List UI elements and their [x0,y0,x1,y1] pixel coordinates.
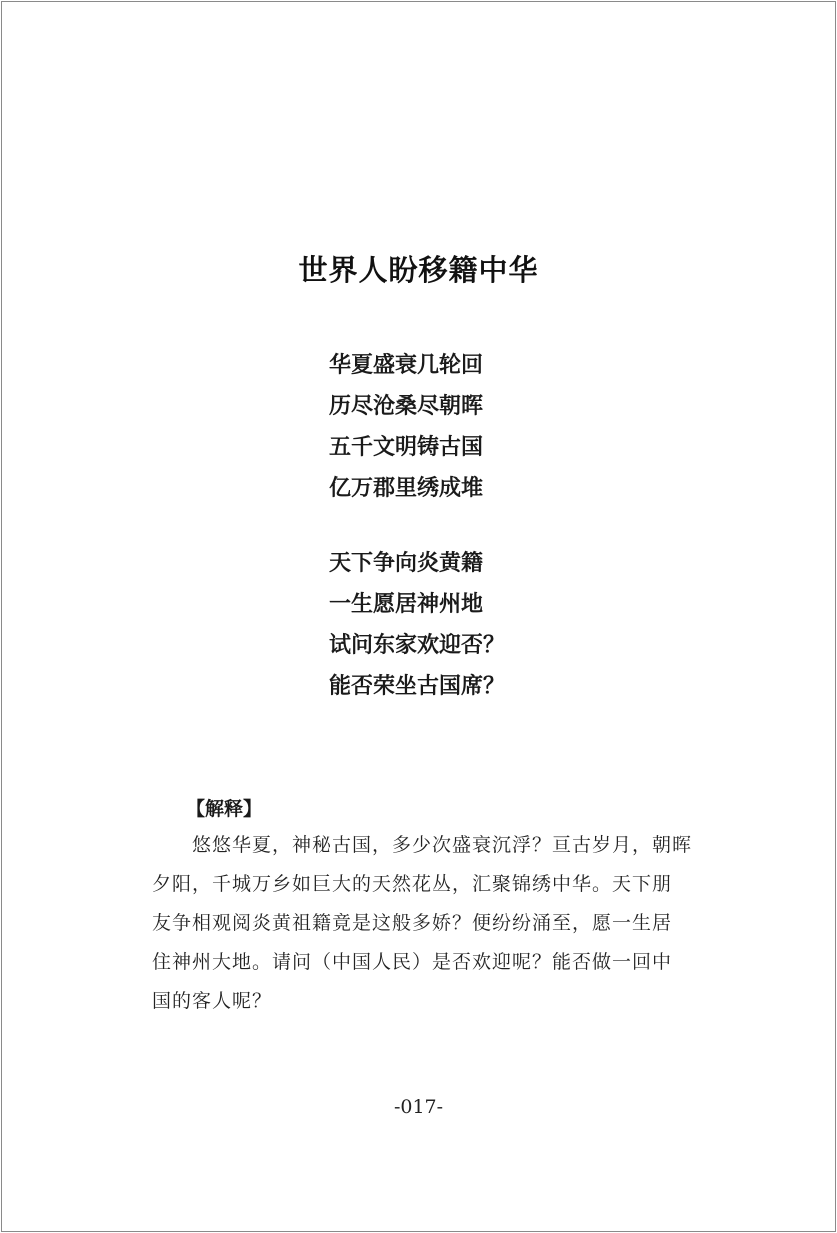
explanation-paragraph [152,830,692,1025]
poem-line: 五千文明铸古国 [329,435,484,460]
poem-stanza-2 [329,549,505,713]
poem-line: 试问东家欢迎否？ [329,633,506,658]
explanation-line: 悠悠华夏，神秘古国，多少次盛衰沉浮？亘古岁月，朝晖 [192,834,693,856]
poem-stanza-1 [329,351,483,515]
poem-title: 世界人盼移籍中华 [298,253,539,287]
explanation-line: 夕阳，千城万乡如巨大的天然花丛，汇聚锦绣中华。天下朋 [152,873,673,895]
poem-line: 历尽沧桑尽朝晖 [329,394,484,419]
explanation-line: 国的客人呢？ [152,990,273,1012]
poem-line: 能否荣坐古国席？ [329,674,506,699]
poem-line: 一生愿居神州地 [329,592,484,617]
explanation-heading: 【解释】 [186,798,263,820]
explanation-line: 友争相观阅炎黄祖籍竟是这般多娇？便纷纷涌至，愿一生居 [152,912,673,934]
poem-line: 天下争向炎黄籍 [329,551,484,576]
poem-line: 华夏盛衰几轮回 [329,353,484,378]
explanation-line: 住神州大地。请问（中国人民）是否欢迎呢？能否做一回中 [152,951,673,973]
page-number: -017- [393,1096,444,1118]
poem-line: 亿万郡里绣成堆 [329,476,484,501]
